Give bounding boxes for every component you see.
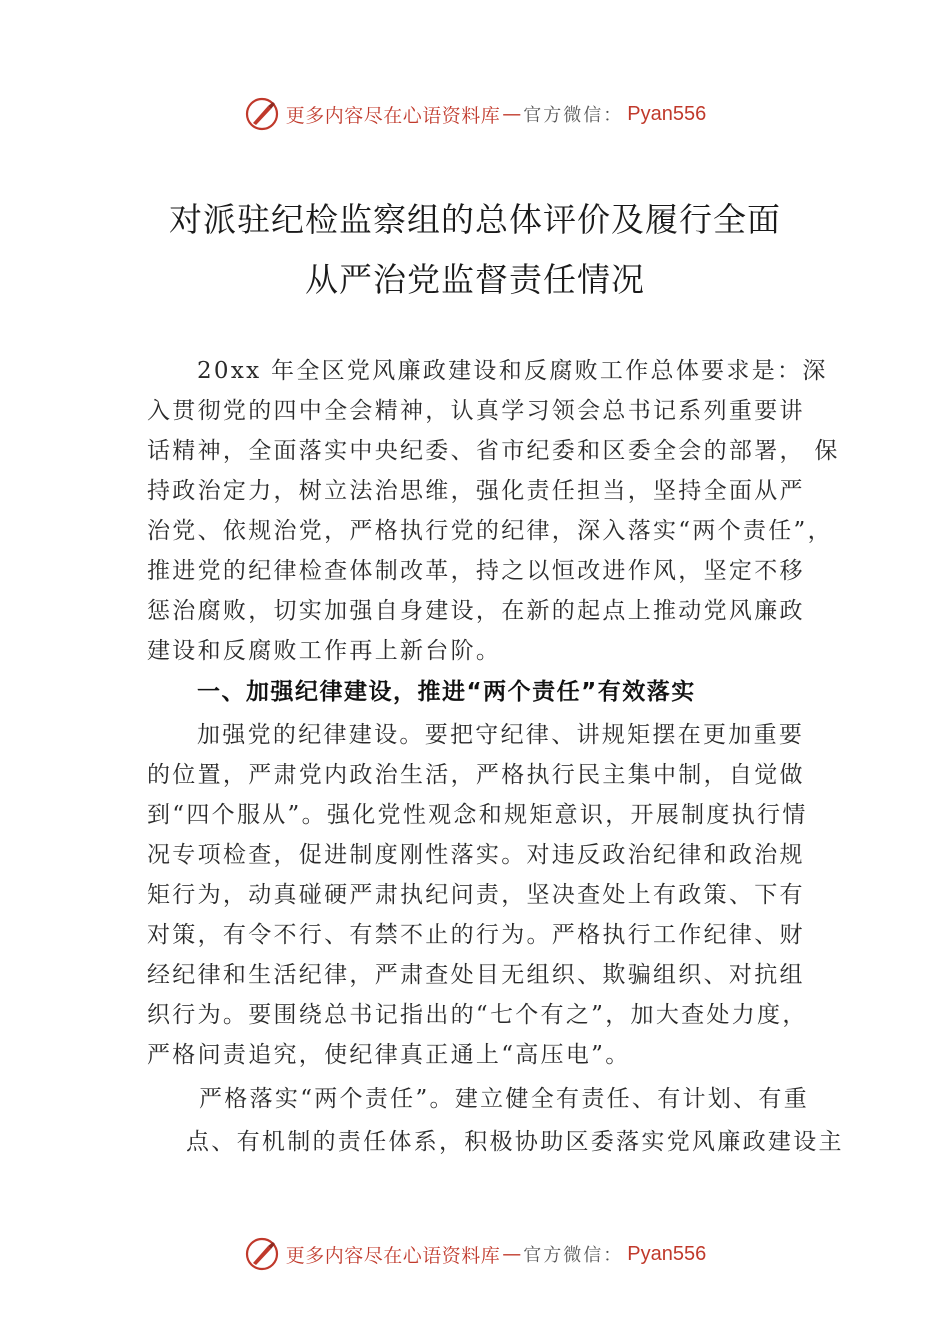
banner-dash: — (502, 1243, 522, 1265)
paragraph-1-line-2: 入贯彻党的四中全会精神，认真学习领会总书记系列重要讲 (147, 398, 805, 424)
paragraph-2-line-3: 到“四个服从”。强化党性观念和规矩意识，开展制度执行情 (147, 802, 808, 828)
paragraph-1-line-5: 治党、依规治党，严格执行党的纪律，深入落实“两个责任”， (147, 518, 833, 544)
banner-official-label: 官方微信： (523, 105, 624, 126)
banner-wechat-id: Pyan556 (627, 1242, 707, 1265)
paragraph-1-line-1: 20xx 年全区党风廉政建设和反腐败工作总体要求是：深 (197, 358, 828, 384)
paragraph-2-line-2: 的位置，严肃党内政治生活，严格执行民主集中制，自觉做 (147, 762, 805, 788)
banner-library-text: 更多内容尽在心语资料库 (285, 104, 501, 127)
paragraph-2-line-1: 加强党的纪律建设。要把守纪律、讲规矩摆在更加重要 (197, 722, 805, 748)
section-heading-1: 一、加强纪律建设，推进“两个责任”有效落实 (197, 679, 696, 705)
paragraph-2-line-7: 经纪律和生活纪律，严肃查处目无组织、欺骗组织、对抗组 (147, 962, 805, 988)
paragraph-1-line-7: 惩治腐败，切实加强自身建设，在新的起点上推动党风廉政 (147, 598, 805, 624)
document-title-line-1: 对派驻纪检监察组的总体评价及履行全面 (169, 200, 781, 239)
banner-official-label: 官方微信： (523, 1245, 624, 1266)
paragraph-1-line-6: 推进党的纪律检查体制改革，持之以恒改进作风，坚定不移 (147, 558, 805, 584)
paragraph-1-line-3: 话精神，全面落实中央纪委、省市纪委和区委全会的部署， 保 (147, 438, 840, 464)
paragraph-1-line-8: 建设和反腐败工作再上新台阶。 (147, 638, 502, 664)
paragraph-1-line-4: 持政治定力，树立法治思维，强化责任担当，坚持全面从严 (147, 478, 805, 504)
paragraph-2-line-8: 织行为。要围绕总书记指出的“七个有之”，加大查处力度， (147, 1002, 808, 1028)
banner-wechat-id: Pyan556 (627, 102, 707, 125)
document-title-line-2: 从严治党监督责任情况 (305, 260, 645, 299)
header-banner (0, 94, 950, 134)
paragraph-3-line-2: 点、有机制的责任体系，积极协助区委落实党风廉政建设主 (186, 1129, 844, 1155)
footer-banner (0, 1234, 950, 1274)
banner-library-text: 更多内容尽在心语资料库 (285, 1244, 501, 1267)
paragraph-2-line-5: 矩行为，动真碰硬严肃执纪问责，坚决查处上有政策、下有 (147, 882, 805, 908)
pen-logo-icon (244, 1236, 280, 1272)
paragraph-2-line-4: 况专项检查，促进制度刚性落实。对违反政治纪律和政治规 (147, 842, 805, 868)
pen-logo-icon (244, 96, 280, 132)
paragraph-3-line-1: 严格落实“两个责任”。建立健全有责任、有计划、有重 (199, 1086, 810, 1112)
paragraph-2-line-9: 严格问责追究，使纪律真正通上“高压电”。 (147, 1042, 631, 1068)
banner-dash: — (502, 103, 522, 125)
paragraph-2-line-6: 对策，有令不行、有禁不止的行为。严格执行工作纪律、财 (147, 922, 805, 948)
